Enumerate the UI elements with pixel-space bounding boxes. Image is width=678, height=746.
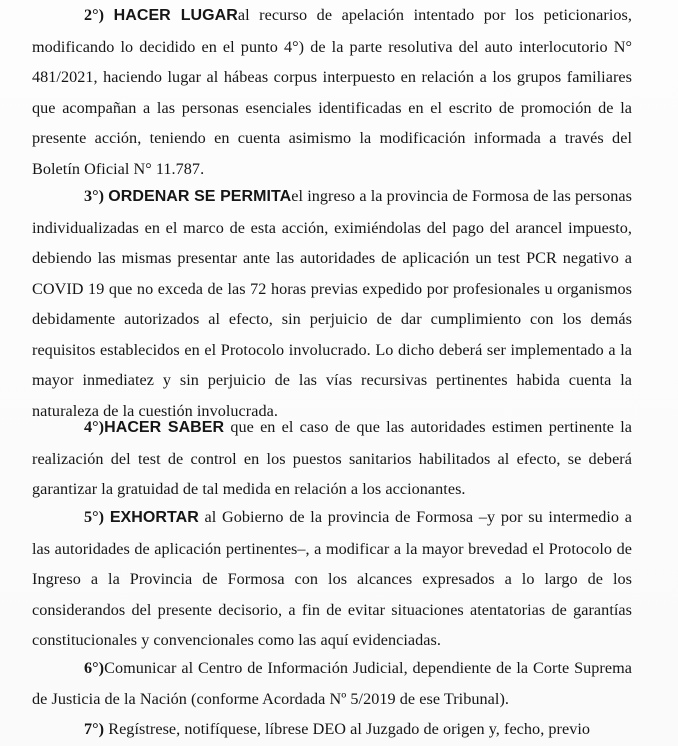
paragraph-number: 2°)	[84, 6, 114, 24]
paragraph-heading: EXHORTAR	[109, 509, 199, 526]
paragraph-body: al Gobierno de la provincia de Formosa –y por su intermedio a las autoridades de aplicación pertinentes–, a modificar a la mayor brevedad el Protocolo de Ingreso a la Provincia de Formosa con los alcances expresados a lo largo de los considerandos del presente decisorio, a fin de evitar situaciones atentatorias de garantías constitucionales y convencionales como las aquí evidenciadas.	[32, 508, 632, 649]
paragraph-heading: ORDENAR SE PERMITA	[108, 188, 292, 205]
paragraph-heading: HACER SABER	[104, 419, 225, 436]
paragraph-number: 5°)	[84, 508, 110, 526]
paragraph-point-4	[32, 412, 632, 505]
paragraph-point-5	[32, 502, 632, 656]
paragraph-heading: HACER LUGAR	[113, 7, 238, 24]
paragraph-number: 4°)	[84, 418, 105, 436]
paragraph-point-7	[32, 714, 632, 745]
paragraph-point-3	[32, 181, 632, 426]
paragraph-number: 3°)	[84, 187, 109, 205]
paragraph-body: el ingreso a la provincia de Formosa de las personas individualizadas en el marco de esta acción, eximiéndolas del pago del arancel impuesto, debiendo las mismas presentar ante las autoridades de aplicación un test PCR negativo a COVID 19 que no exceda de las 72 horas previas expedido por profesionales u organismos debidamente autorizados al efecto, sin perjuicio de dar cumplimiento con los demás requisitos establecidos en el Protocolo involucrado. Lo dicho deberá ser implementado a la mayor inmediatez y sin perjuicio de las vías recursivas pertinentes habida cuenta la naturaleza de la cuestión involucrada.	[32, 187, 632, 420]
paragraph-number: 6°)	[84, 659, 105, 677]
paragraph-number: 7°)	[84, 720, 109, 738]
paragraph-body: Regístrese, notifíquese, líbrese DEO al Juzgado de origen y, fecho, previo	[108, 720, 591, 738]
paragraph-body: que en el caso de que las autoridades estimen pertinente la realización del test de control en los puestos sanitarios habilitados al efecto, se deberá garantizar la gratuidad de tal medida en relación a los accionantes.	[32, 418, 632, 498]
paragraph-body: al recurso de apelación intentado por los peticionarios, modificando lo decidido en el punto 4°) de la parte resolutiva del auto interlocutorio N° 481/2021, haciendo lugar al hábeas corpus interpuesto en relación a los grupos familiares que acompañan a las personas esenciales identificadas en el escrito de promoción de la presente acción, teniendo en cuenta asimismo la modificación informada a través del Boletín Oficial N° 11.787.	[32, 6, 632, 178]
paragraph-point-6	[32, 653, 632, 714]
paragraph-point-2	[32, 0, 632, 184]
paragraph-body: Comunicar al Centro de Información Judicial, dependiente de la Corte Suprema de Justicia de la Nación (conforme Acordada Nº 5/2019 de ese Tribunal).	[32, 659, 632, 708]
